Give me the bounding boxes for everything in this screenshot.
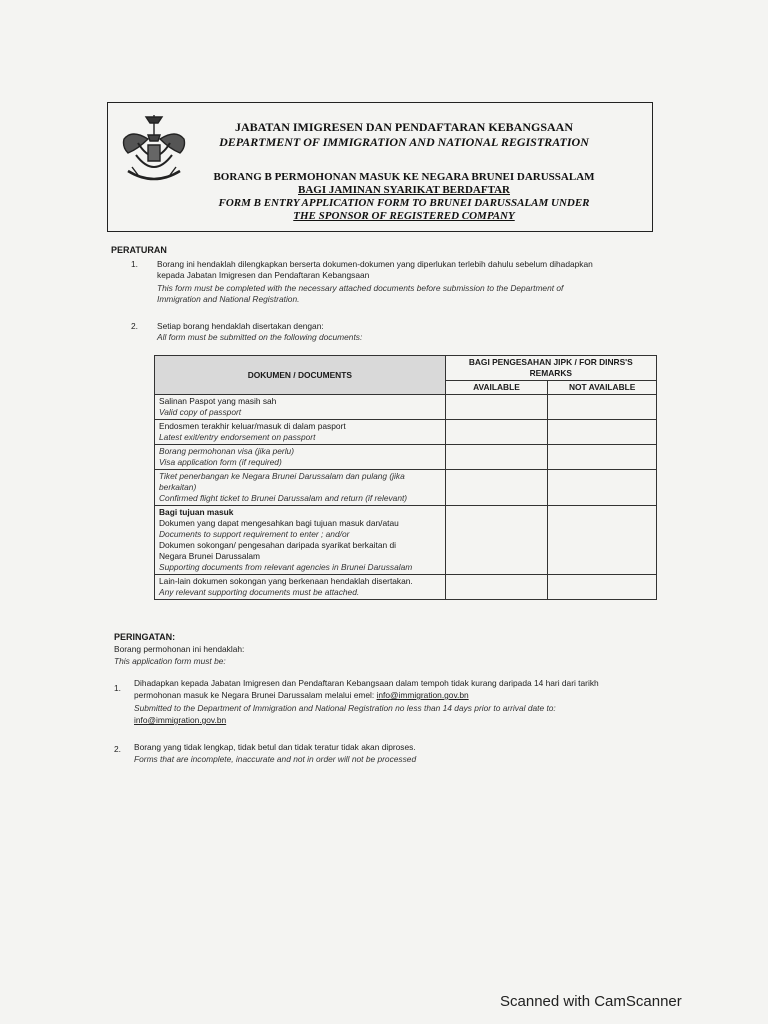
document-malay-cont: berkaitan) xyxy=(159,482,197,492)
document-malay: Salinan Paspot yang masih sah xyxy=(159,396,277,406)
department-name-malay: JABATAN IMIGRESEN DAN PENDAFTARAN KEBANGSAAN xyxy=(234,120,574,134)
document-cell xyxy=(155,395,446,420)
peringatan-intro-malay: Borang permohonan ini hendaklah: xyxy=(114,644,245,654)
rule-1-malay-1: Borang ini hendaklah dilengkapkan berserta dokumen-dokumen yang diperlukan terlebih dahulu sebelum dihadapkan xyxy=(157,259,593,269)
document-english: Latest exit/entry endorsement on passport xyxy=(159,432,316,442)
rule-2-malay: Setiap borang hendaklah disertakan dengan: xyxy=(157,321,324,331)
document-malay: Lain-lain dokumen sokongan yang berkenaan hendaklah disertakan. xyxy=(159,576,413,586)
peringatan-title: PERINGATAN: xyxy=(114,632,176,642)
department-name-english: DEPARTMENT OF IMMIGRATION AND NATIONAL REGISTRATION xyxy=(219,135,589,149)
available-cell[interactable] xyxy=(445,506,548,575)
peringatan-intro-english: This application form must be: xyxy=(114,656,226,666)
document-cell xyxy=(155,575,446,600)
document-english: Confirmed flight ticket to Brunei Darussalam and return (if relevant) xyxy=(159,493,408,503)
header-available: AVAILABLE xyxy=(445,381,548,395)
table-row xyxy=(155,445,657,470)
camscanner-watermark: Scanned with CamScanner xyxy=(500,993,682,1010)
table-row xyxy=(155,506,657,575)
table-row xyxy=(155,575,657,600)
document-malay: Tiket penerbangan ke Negara Brunei Darussalam dan pulang (jika xyxy=(159,471,405,481)
rule-2-number: 2. xyxy=(131,321,138,331)
form-title-malay-2: BAGI JAMINAN SYARIKAT BERDAFTAR xyxy=(298,184,510,196)
form-title-english-1: FORM B ENTRY APPLICATION FORM TO BRUNEI DARUSSALAM UNDER xyxy=(218,197,590,209)
form-title-english-2: THE SPONSOR OF REGISTERED COMPANY xyxy=(293,210,515,222)
document-cell xyxy=(155,470,446,506)
peraturan-title: PERATURAN xyxy=(111,245,167,255)
documents-table xyxy=(154,355,657,600)
available-cell[interactable] xyxy=(445,575,548,600)
header-box xyxy=(107,102,653,232)
notice-1-number: 1. xyxy=(114,683,121,693)
document-cell xyxy=(155,420,446,445)
document-group-title: Bagi tujuan masuk xyxy=(159,507,234,517)
notice-1-english-email-link[interactable]: info@immigration.gov.bn xyxy=(134,715,227,725)
not-available-cell[interactable] xyxy=(548,445,657,470)
available-cell[interactable] xyxy=(445,420,548,445)
table-row xyxy=(155,470,657,506)
not-available-cell[interactable] xyxy=(548,395,657,420)
notice-2-malay: Borang yang tidak lengkap, tidak betul dan tidak teratur tidak akan diproses. xyxy=(134,742,416,752)
document-english: Valid copy of passport xyxy=(159,407,242,417)
notice-1-english-1: Submitted to the Department of Immigration and National Registration no less than 14 days prior to arrival date to: xyxy=(134,703,556,713)
notice-1-malay-2-text: permohonan masuk ke Negara Brunei Darussalam melalui emel: xyxy=(134,690,377,700)
available-cell[interactable] xyxy=(445,445,548,470)
notice-1-email-link[interactable]: info@immigration.gov.bn xyxy=(376,690,469,700)
document-malay: Dokumen yang dapat mengesahkan bagi tujuan masuk dan/atau xyxy=(159,518,399,528)
table-row xyxy=(155,420,657,445)
not-available-cell[interactable] xyxy=(548,470,657,506)
document-english: Visa application form (if required) xyxy=(159,457,282,467)
rule-1-number: 1. xyxy=(131,259,138,269)
form-title-malay-1: BORANG B PERMOHONAN MASUK KE NEGARA BRUNEI DARUSSALAM xyxy=(213,171,595,183)
rule-2-english: All form must be submitted on the following documents: xyxy=(157,332,363,342)
header-not-available: NOT AVAILABLE xyxy=(548,381,657,395)
available-cell[interactable] xyxy=(445,470,548,506)
document-malay: Borang permohonan visa (jika perlu) xyxy=(159,446,295,456)
document-english: Any relevant supporting documents must be attached. xyxy=(159,587,360,597)
notice-1-malay-1: Dihadapkan kepada Jabatan Imigresen dan Pendaftaran Kebangsaan dalam tempoh tidak kurang daripada 14 hari dari tarikh xyxy=(134,678,599,688)
document-malay-2: Dokumen sokongan/ pengesahan daripada syarikat berkaitan di xyxy=(159,540,396,550)
document-english-2: Supporting documents from relevant agencies in Brunei Darussalam xyxy=(159,562,413,572)
notice-2-number: 2. xyxy=(114,744,121,754)
not-available-cell[interactable] xyxy=(548,420,657,445)
document-malay: Endosmen terakhir keluar/masuk di dalam pasport xyxy=(159,421,346,431)
document-malay-3: Negara Brunei Darussalam xyxy=(159,551,261,561)
notice-1-malay-2 xyxy=(134,690,469,701)
document-cell xyxy=(155,506,446,575)
document-cell xyxy=(155,445,446,470)
not-available-cell[interactable] xyxy=(548,506,657,575)
document-english: Documents to support requirement to enter ; and/or xyxy=(159,529,350,539)
not-available-cell[interactable] xyxy=(548,575,657,600)
rule-1-malay-2: kepada Jabatan Imigresen dan Pendaftaran Kebangsaan xyxy=(157,270,370,280)
rule-1-english-1: This form must be completed with the necessary attached documents before submission to the Department of xyxy=(157,283,564,293)
notice-2-english: Forms that are incomplete, inaccurate and not in order will not be processed xyxy=(134,754,417,764)
header-remarks-line2: REMARKS xyxy=(529,368,572,378)
header-remarks-line1: BAGI PENGESAHAN JIPK / FOR DINRS'S xyxy=(468,357,633,367)
header-documents: DOKUMEN / DOCUMENTS xyxy=(155,356,446,395)
table-row xyxy=(155,395,657,420)
header-remarks xyxy=(445,356,656,381)
rule-1-english-2: Immigration and National Registration. xyxy=(157,294,300,304)
available-cell[interactable] xyxy=(445,395,548,420)
